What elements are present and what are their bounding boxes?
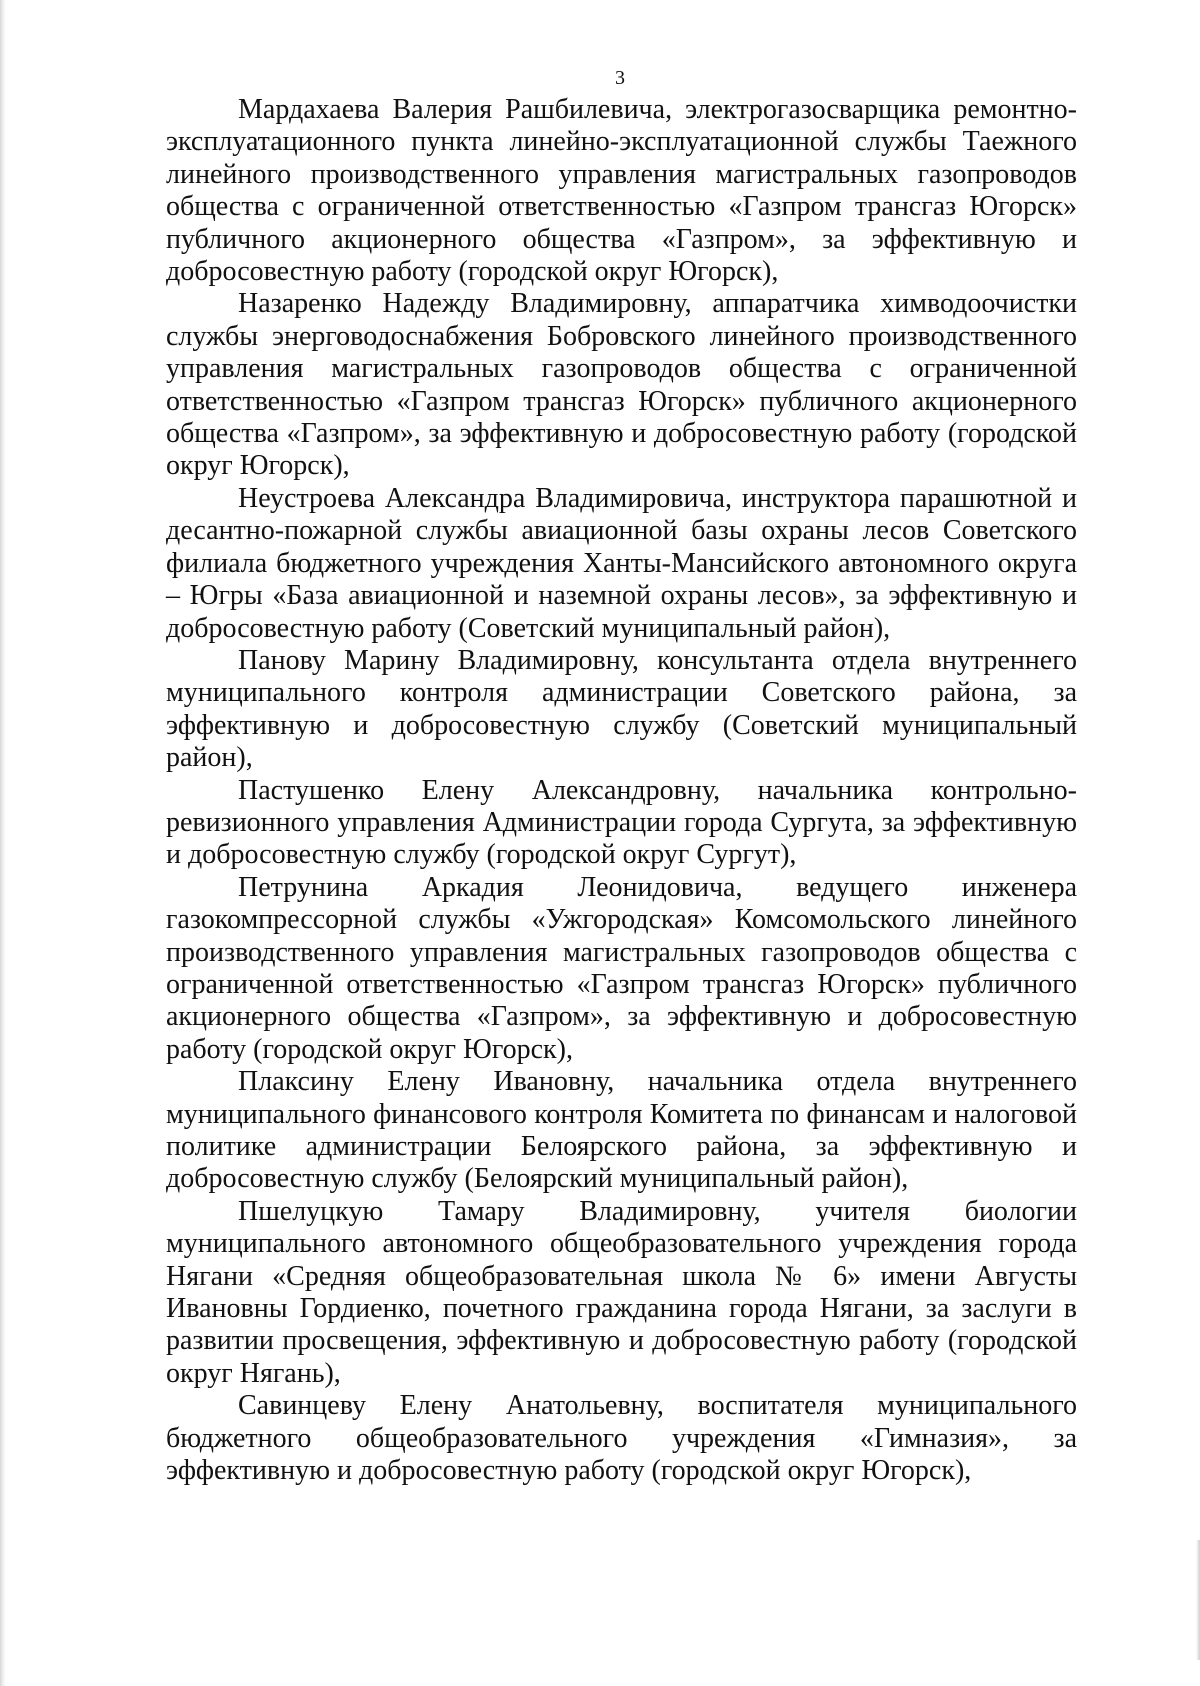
award-paragraph-pastushenko: Пастушенко Елену Александровну, начальника контрольно-ревизионного управления Администрации города Сургута, за эффективную и добросовестную службу (городской округ Сургут), xyxy=(166,774,1077,871)
award-paragraph-savintseva: Савинцеву Елену Анатольевну, воспитателя муниципального бюджетного общеобразовательного учреждения «Гимназия», за эффективную и добросовестную работу (городской округ Югорск), xyxy=(166,1390,1077,1487)
scan-edge-right xyxy=(1196,1540,1200,1660)
scan-edge-left xyxy=(0,0,6,1686)
award-paragraph-neustroev: Неустроева Александра Владимировича, инструктора парашютной и десантно-пожарной службы авиационной базы охраны лесов Советского филиала бюджетного учреждения Ханты-Мансийского автономного округа – Югры «База авиационной и наземной охраны лесов», за эффективную и добросовестную работу (Советский муниципальный район), xyxy=(166,482,1077,644)
award-paragraph-plaksina: Плаксину Елену Ивановну, начальника отдела внутреннего муниципального финансового контроля Комитета по финансам и налоговой политике администрации Белоярского района, за эффективную и добросовестную службу (Белоярский муниципальный район), xyxy=(166,1066,1077,1195)
award-paragraph-panova: Панову Марину Владимировну, консультанта отдела внутреннего муниципального контроля администрации Советского района, за эффективную и добросовестную службу (Советский муниципальный район), xyxy=(166,644,1077,774)
award-paragraph-mardakhaev: Мардахаева Валерия Рашбилевича, электрогазосварщика ремонтно-эксплуатационного пункта линейно-эксплуатационной службы Таежного линейного производственного управления магистральных газопроводов общества с ограниченной ответственностью «Газпром трансгаз Югорск» публичного акционерного общества «Газпром», за эффективную и добросовестную работу (городской округ Югорск), xyxy=(166,94,1077,288)
award-paragraph-nazarenko: Назаренко Надежду Владимировну, аппаратчика химводоочистки службы энерговодоснабжения Бобровского линейного производственного управления магистральных газопроводов общества с ограниченной ответственностью «Газпром трансгаз Югорск» публичного акционерного общества «Газпром», за эффективную и добросовестную работу (городской округ Югорск), xyxy=(166,288,1077,482)
award-paragraph-petrunin: Петрунина Аркадия Леонидовича, ведущего инженера газокомпрессорной службы «Ужгородская» Комсомольского линейного производственного управления магистральных газопроводов общества с ограниченной ответственностью «Газпром трансгаз Югорск» публичного акционерного общества «Газпром», за эффективную и добросовестную работу (городской округ Югорск), xyxy=(166,871,1077,1065)
document-body xyxy=(166,94,1077,1487)
award-paragraph-pshelutskaya: Пшелуцкую Тамару Владимировну, учителя биологии муниципального автономного общеобразовательного учреждения города Нягани «Средняя общеобразовательная школа № 6» имени Августы Ивановны Гордиенко, почетного гражданина города Нягани, за заслуги в развитии просвещения, эффективную и добросовестную работу (городской округ Нягань), xyxy=(166,1195,1077,1389)
page-number: 3 xyxy=(615,67,625,89)
